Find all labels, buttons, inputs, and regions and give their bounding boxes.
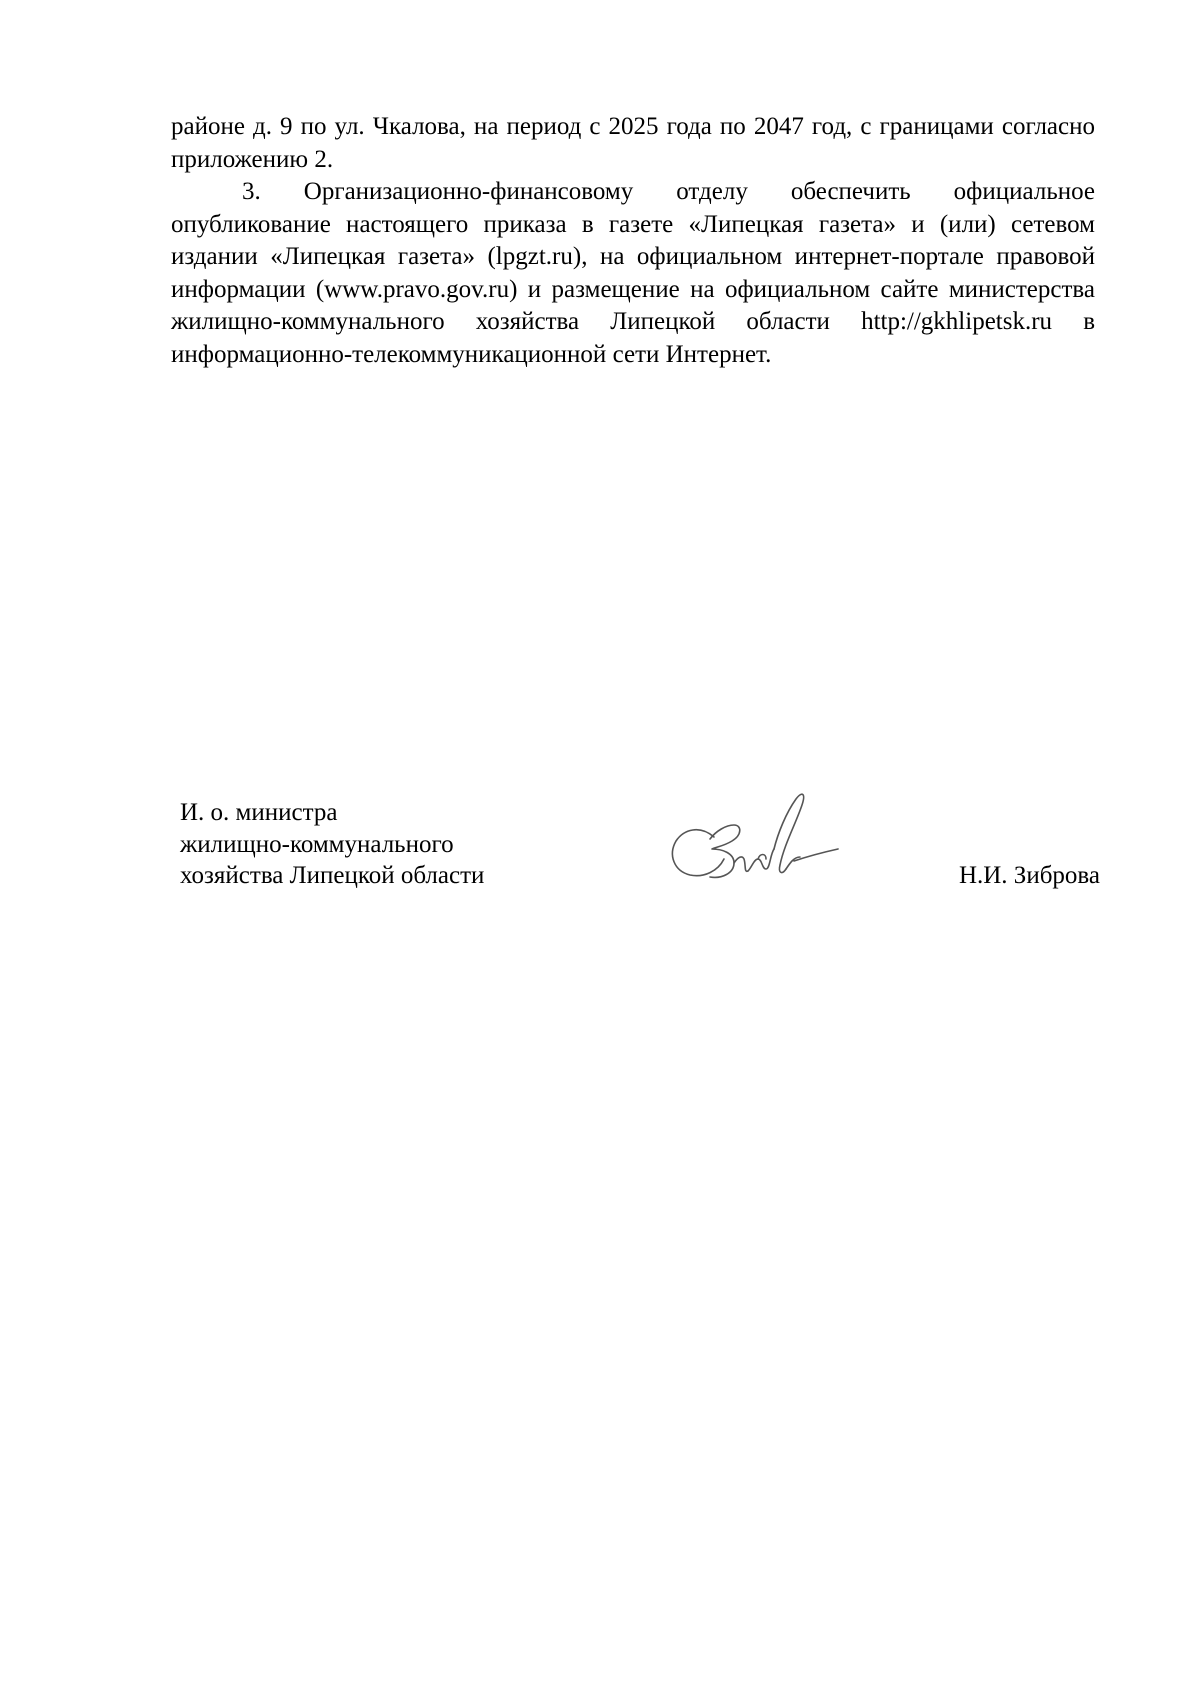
signer-position-line-1: И. о. министра (180, 799, 338, 826)
signer-position-line-3: хозяйства Липецкой области (180, 862, 485, 889)
handwritten-signature (664, 783, 842, 899)
paragraph-publication-order: 3. Организационно-финансовому отделу обеспечить официальное опубликование настоящего приказа в газете «Липецкая газета» и (или) сетевом издании «Липецкая газета» (lpgzt.ru), на официальном интернет-портале правовой информации (www.pravo.gov.ru) и размещение на официальном сайте министерства жилищно-коммунального хозяйства Липецкой области http://gkhlipetsk.ru в информационно-телекоммуникационной сети Интернет. (171, 178, 1095, 368)
signature-block (180, 797, 1100, 907)
paragraph-continuation: районе д. 9 по ул. Чкалова, на период с 2025 года по 2047 год, с границами согласно приложению 2. (171, 113, 1095, 173)
signer-position (180, 797, 600, 892)
signer-position-line-2: жилищно-коммунального (180, 830, 454, 858)
document-body (171, 111, 1095, 371)
signer-name: Н.И. Зиброва (958, 862, 1100, 889)
